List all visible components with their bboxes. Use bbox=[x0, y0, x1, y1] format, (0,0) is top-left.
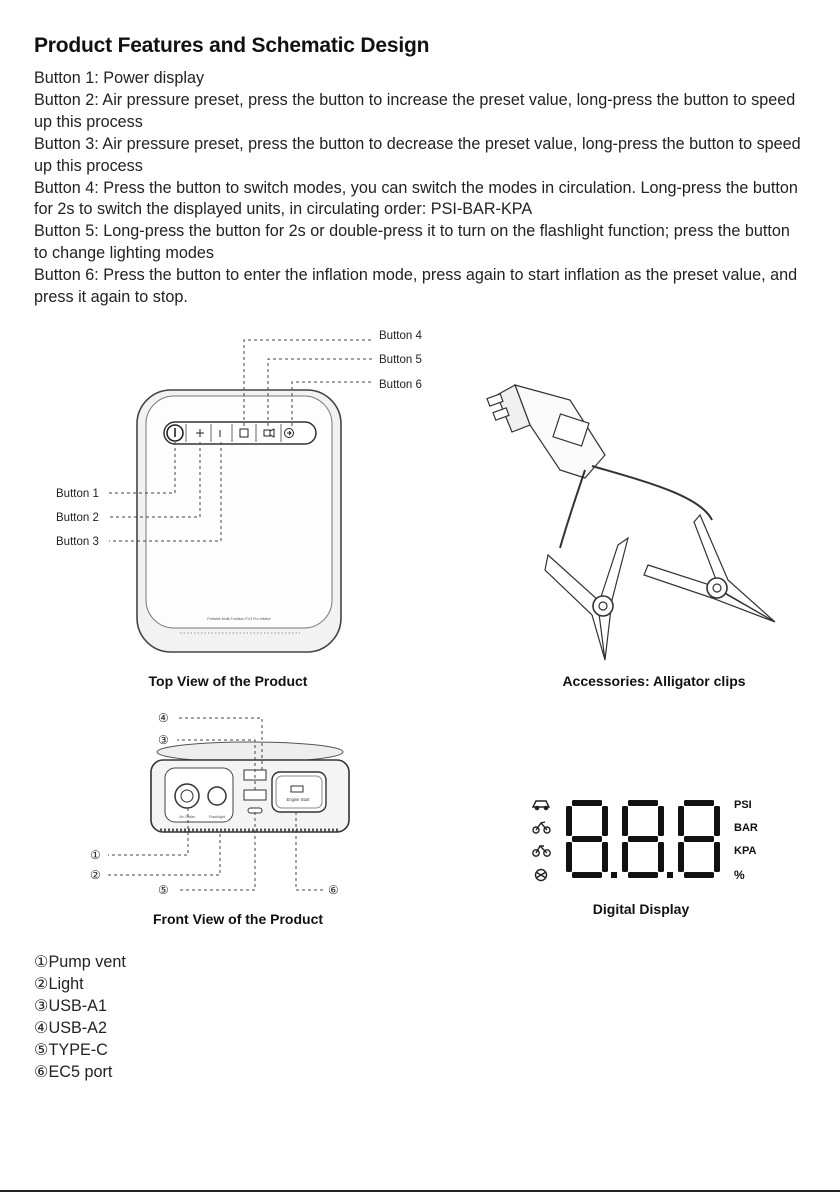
digit-2-segment-f bbox=[622, 806, 628, 836]
digit-2-segment-a bbox=[628, 800, 658, 806]
button-2-description: Button 2: Air pressure preset, press the button to increase the preset value, long-press the button to speed up this process bbox=[34, 90, 796, 131]
device-print-label: Portable Multi-Function EV3 Pro Inflator bbox=[207, 617, 271, 621]
button-1-description: Button 1: Power display bbox=[34, 69, 205, 87]
usb-a1-port bbox=[244, 790, 266, 800]
motorcycle-icon bbox=[533, 822, 550, 833]
seven-segment-readout bbox=[566, 800, 720, 878]
digital-display-diagram bbox=[533, 799, 758, 917]
ec5-label: Engine Start bbox=[286, 797, 310, 802]
callout-6: ⑥ bbox=[328, 883, 339, 897]
legend-ec5-port: ⑥EC5 port bbox=[34, 1062, 113, 1081]
callout-3: ③ bbox=[158, 733, 169, 747]
unit-psi: PSI bbox=[734, 799, 752, 811]
page-title: Product Features and Schematic Design bbox=[34, 34, 430, 57]
unit-kpa: KPA bbox=[734, 845, 757, 857]
callout-button-1: Button 1 bbox=[56, 488, 99, 500]
digit-3-segment-b bbox=[714, 806, 720, 836]
accessories-caption: Accessories: Alligator clips bbox=[562, 673, 746, 689]
digit-2-segment-d bbox=[628, 872, 658, 878]
callout-4: ④ bbox=[158, 711, 169, 725]
legend-usb-a1: ③USB-A1 bbox=[34, 996, 107, 1015]
digit-1-segment-d bbox=[572, 872, 602, 878]
car-icon bbox=[533, 801, 549, 810]
car-glyph bbox=[291, 786, 303, 792]
bicycle-icon bbox=[533, 846, 550, 856]
button-3-description: Button 3: Air pressure preset, press the button to decrease the preset value, long-press the button to speed up this process bbox=[34, 134, 801, 175]
callout-5: ⑤ bbox=[158, 883, 169, 897]
callout-button-6: Button 6 bbox=[379, 379, 422, 391]
button-5-description: Button 5: Long-press the button for 2s or double-press it to turn on the flashlight function; press the button to change lighting modes bbox=[34, 222, 790, 263]
legend-light: ②Light bbox=[34, 974, 84, 993]
device-top-rim bbox=[157, 742, 343, 762]
digit-1-segment-f bbox=[566, 806, 572, 836]
digital-display-caption: Digital Display bbox=[592, 901, 690, 917]
button-4-description: Button 4: Press the button to switch modes, you can switch the modes in circulation. Long-press the button for 2s to switch the displayed units, in circulating order: PSI-BAR-KPA bbox=[34, 178, 798, 219]
alligator-clips-diagram bbox=[487, 385, 775, 689]
digit-1-segment-c bbox=[602, 842, 608, 872]
digit-3-segment-a bbox=[684, 800, 714, 806]
digit-1-segment-g bbox=[572, 836, 602, 842]
front-view-diagram bbox=[90, 711, 349, 927]
digit-3-segment-f bbox=[678, 806, 684, 836]
digit-2-segment-c bbox=[658, 842, 664, 872]
legend-pump-vent: ①Pump vent bbox=[34, 953, 126, 971]
digit-1-segment-e bbox=[566, 842, 572, 872]
top-view-diagram bbox=[56, 330, 422, 689]
vent-label: Air Outlet bbox=[179, 815, 195, 819]
digit-1-segment-a bbox=[572, 800, 602, 806]
ball-icon bbox=[536, 870, 547, 881]
digit-3-segment-g bbox=[684, 836, 714, 842]
digit-2-segment-g bbox=[628, 836, 658, 842]
light-port bbox=[208, 787, 226, 805]
button-6-description: Button 6: Press the button to enter the inflation mode, press again to start inflation as the preset value, and press it again to stop. bbox=[34, 266, 798, 307]
digit-1-segment-b bbox=[602, 806, 608, 836]
digit-2-decimal-point bbox=[667, 872, 673, 878]
callout-button-3: Button 3 bbox=[56, 536, 99, 548]
digit-2-segment-e bbox=[622, 842, 628, 872]
callout-button-2: Button 2 bbox=[56, 512, 99, 524]
digit-2-segment-b bbox=[658, 806, 664, 836]
digit-1-decimal-point bbox=[611, 872, 617, 878]
legend-type-c: ⑤TYPE-C bbox=[34, 1040, 108, 1059]
callout-1: ① bbox=[90, 848, 101, 862]
unit-percent: % bbox=[734, 868, 745, 882]
front-view-caption: Front View of the Product bbox=[152, 911, 324, 927]
top-view-caption: Top View of the Product bbox=[148, 673, 308, 689]
digit-3-segment-d bbox=[684, 872, 714, 878]
legend-usb-a2: ④USB-A2 bbox=[34, 1018, 107, 1037]
ports-legend bbox=[34, 952, 126, 1083]
digit-3-segment-e bbox=[678, 842, 684, 872]
unit-bar: BAR bbox=[734, 822, 758, 834]
digit-3-segment-c bbox=[714, 842, 720, 872]
callout-button-4: Button 4 bbox=[379, 330, 422, 342]
light-label: Flashlight bbox=[208, 815, 226, 819]
callout-2: ② bbox=[90, 868, 101, 882]
callout-button-5: Button 5 bbox=[379, 354, 422, 366]
